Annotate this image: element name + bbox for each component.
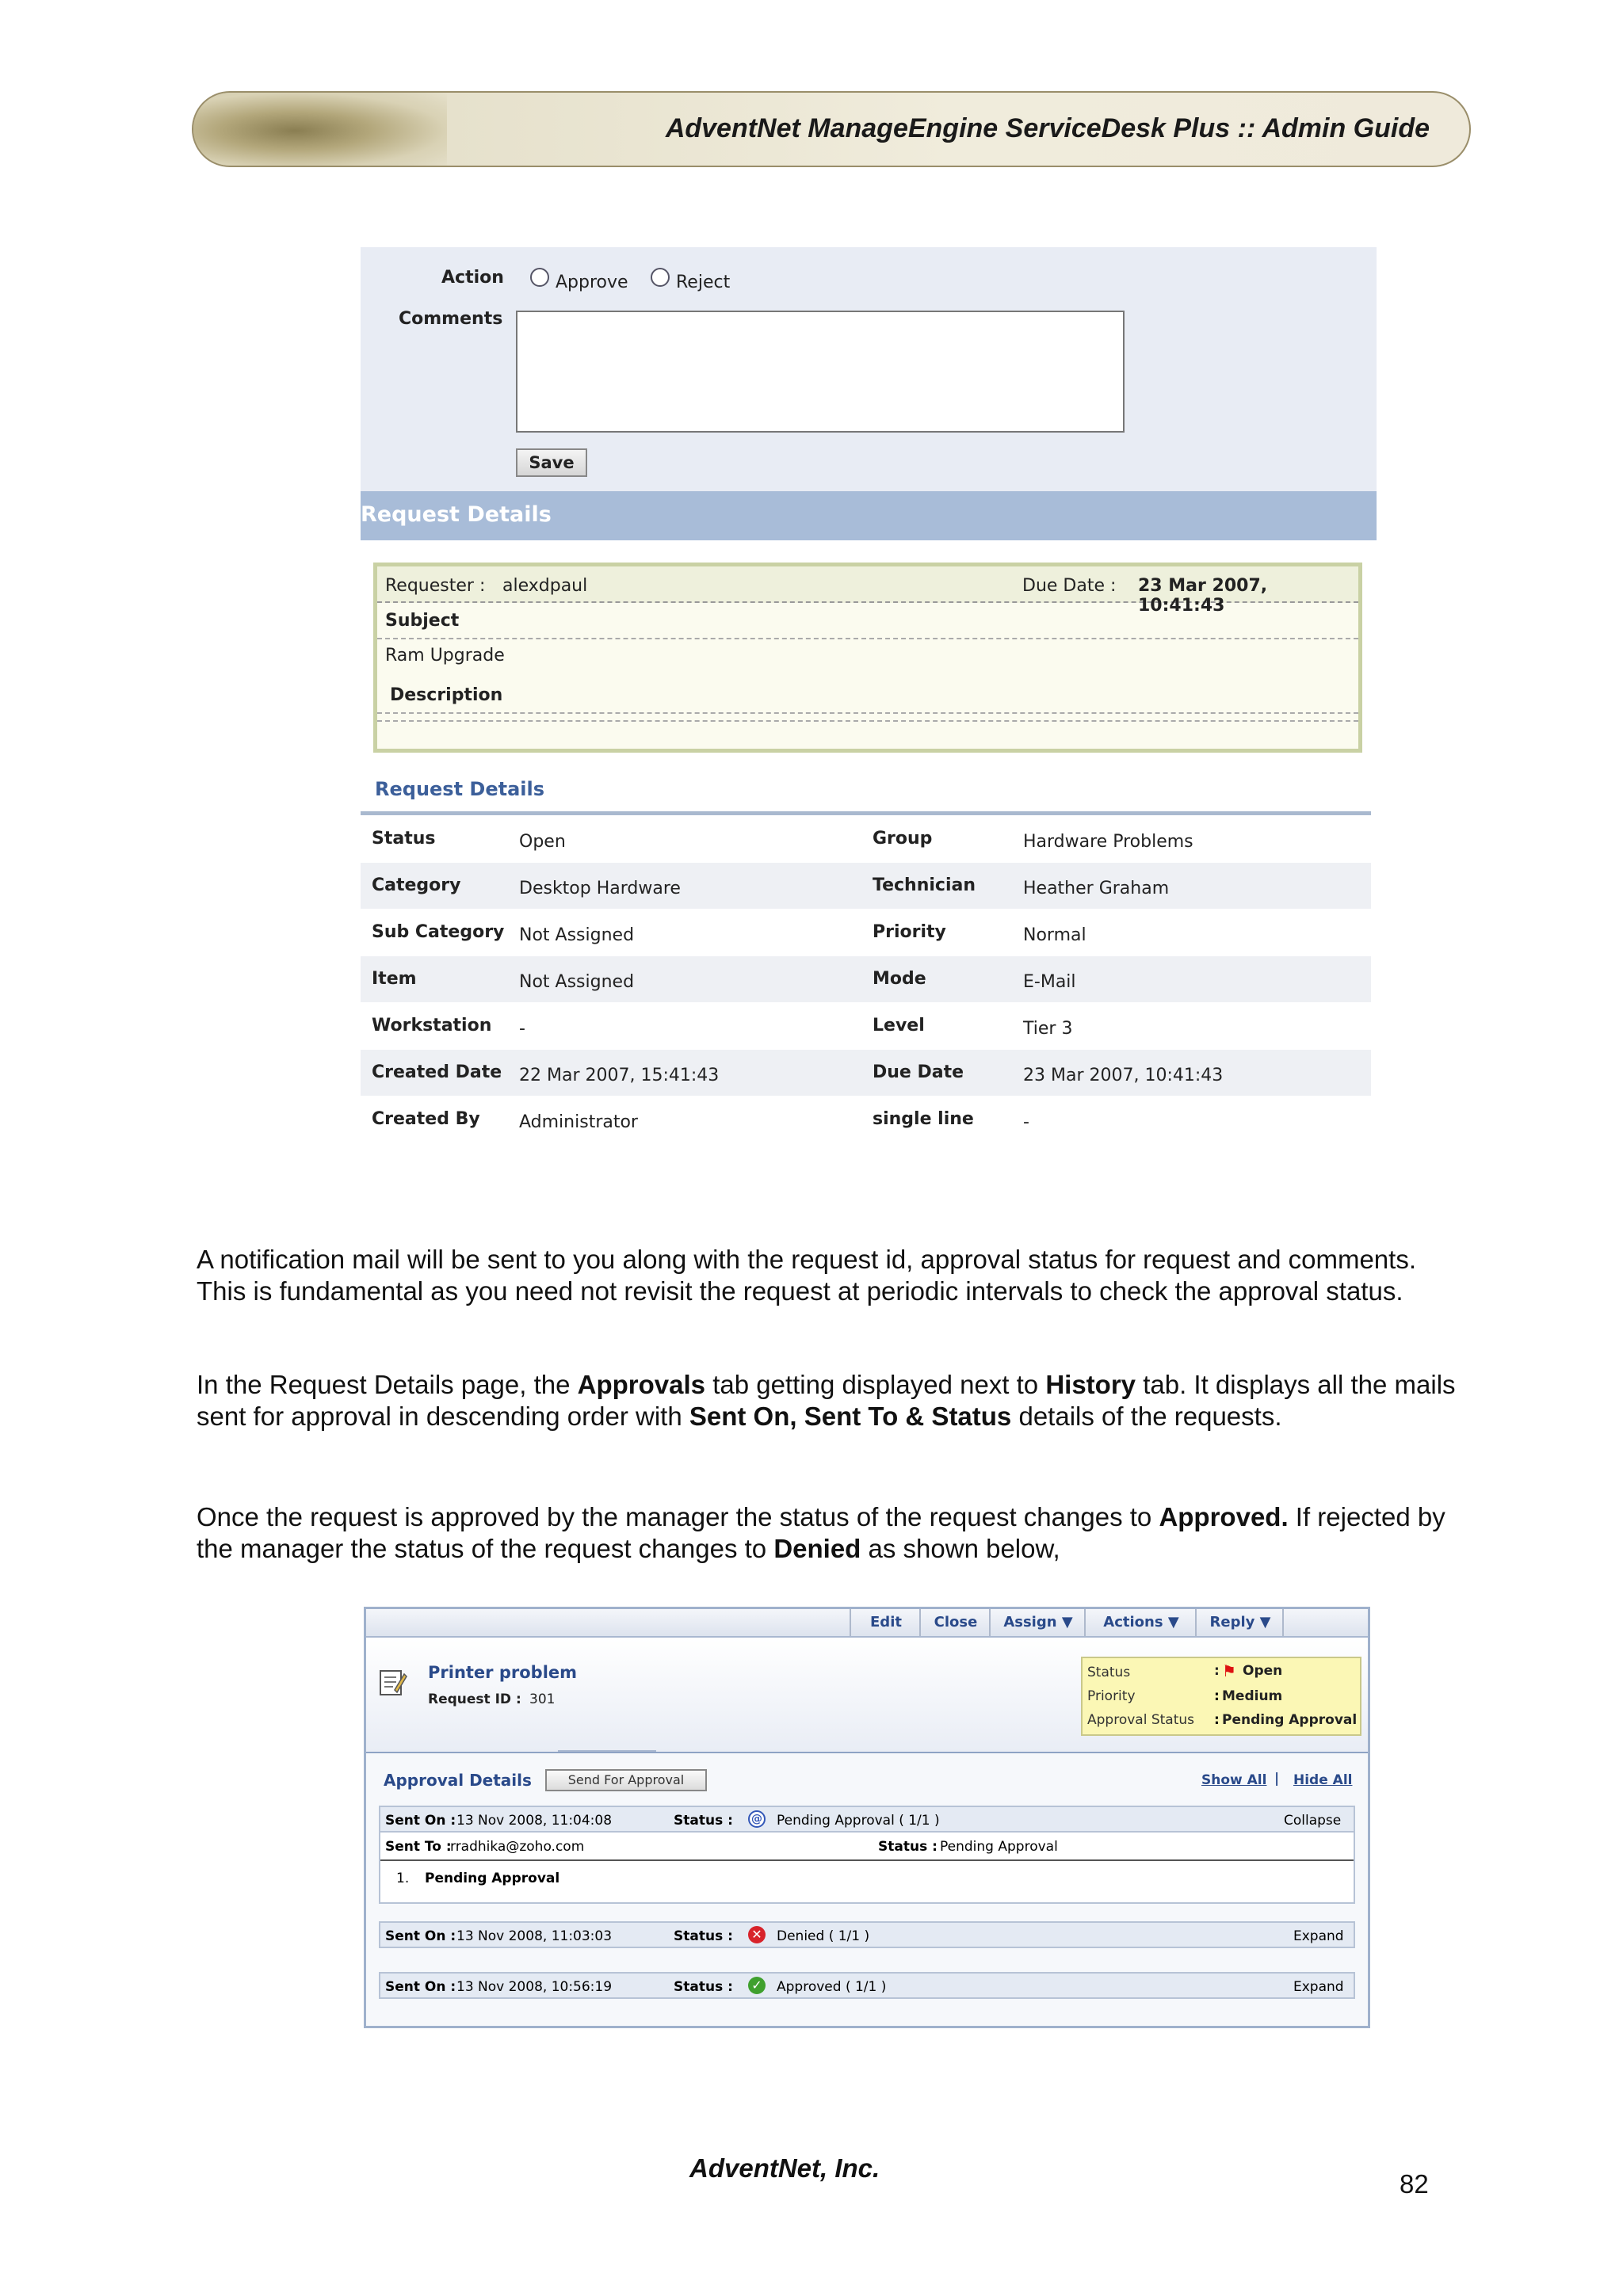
field-value: Tier 3 [1023,1019,1073,1039]
field-label: single line [873,1109,974,1129]
field-label: Priority [873,922,946,942]
chevron-down-icon: ▼ [1167,1614,1179,1630]
pending-icon: @ [748,1810,766,1828]
request-id-label: Request ID : [428,1691,521,1707]
details-row [361,956,1371,1002]
chevron-down-icon: ▼ [1061,1614,1073,1630]
field-value: Not Assigned [519,925,635,945]
field-value: Hardware Problems [1023,832,1193,852]
text-bold: Approvals [577,1370,706,1399]
approve-radio[interactable] [530,268,549,287]
text: Once the request is approved by the manager the status of the request changes to [197,1502,1159,1531]
approval-entry [379,1921,1355,1948]
text-bold: Denied [773,1534,861,1563]
sent-on-label: Sent On : [385,1928,456,1944]
approval-details-title: Approval Details [384,1771,532,1790]
status-value: Approved ( 1/1 ) [777,1979,887,1995]
field-label: Due Date [873,1062,964,1082]
status-label: Status : [674,1979,733,1995]
requester-value: alexdpaul [502,576,588,596]
approval-entry [379,1806,1355,1833]
request-title: Printer problem [428,1663,578,1682]
text: details of the requests. [1011,1402,1282,1431]
paragraph-approvals-tab [197,1369,1465,1432]
field-value: Desktop Hardware [519,879,681,898]
footer-company: AdventNet, Inc. [689,2153,880,2183]
details-row [361,1003,1371,1049]
save-button[interactable]: Save [516,448,587,477]
chevron-down-icon: ▼ [1259,1614,1271,1630]
status-label: Status : [878,1839,938,1855]
field-label: Created By [372,1109,480,1129]
expand-link[interactable]: Expand [1293,1979,1344,1995]
approval-form-screenshot [361,247,1377,1142]
document-title: AdventNet ManageEngine ServiceDesk Plus :: Admin Guide [665,113,1430,143]
request-summary-header [377,566,1358,616]
field-label: Item [372,969,417,989]
request-summary-box [373,563,1362,753]
status-label: Status [1087,1665,1131,1680]
item-text: Pending Approval [425,1871,560,1886]
due-date-value: 23 Mar 2007, 10:41:43 [1138,576,1268,616]
text-bold: Approved. [1159,1502,1289,1531]
status-label: Status : [674,1813,733,1829]
status-value: Pending Approval [940,1839,1058,1855]
approve-label: Approve [556,273,628,292]
details-row [361,910,1371,955]
approval-entry-details [379,1833,1355,1904]
comments-label: Comments [399,309,503,329]
denied-icon: ✕ [748,1926,766,1943]
status-value: Pending Approval ( 1/1 ) [777,1813,940,1829]
subject-value [385,646,505,666]
reply-button[interactable] [1195,1609,1284,1636]
text: as shown below, [861,1534,1060,1563]
approval-status-value: Pending Approval [1222,1712,1358,1728]
item-number: 1. [396,1871,410,1886]
paragraph-notification: A notification mail will be sent to you along with the request id, approval status for request and comments. This is fundamental as you need not revisit the request at periodic intervals to check the approval status. [197,1245,1416,1306]
collapse-link[interactable]: Collapse [1284,1813,1342,1829]
field-label: Status [372,829,436,849]
approved-check-icon: ✓ [748,1977,766,1994]
details-row [361,863,1371,909]
field-value: Administrator [519,1112,638,1132]
banner-image [193,93,447,167]
colon: : [1214,1688,1220,1704]
text: tab getting displayed next to [705,1370,1046,1399]
field-value: E-Mail [1023,972,1076,992]
field-label: Technician [873,875,976,895]
status-panel [1081,1657,1361,1736]
colon: : [1214,1663,1220,1679]
comments-textarea[interactable] [516,311,1125,433]
text-bold: History [1045,1370,1136,1399]
due-date-label: Due Date : [1022,576,1117,596]
sent-on-label: Sent On : [385,1979,456,1995]
priority-label: Priority [1087,1688,1136,1704]
field-value: Not Assigned [519,972,635,992]
hide-all-link[interactable]: Hide All [1293,1772,1353,1788]
field-label: Mode [873,969,926,989]
expand-link[interactable]: Expand [1293,1928,1344,1944]
request-toolbar [366,1609,1368,1638]
text: If rejected by the manager the status of the request changes to [197,1502,1445,1563]
request-details-header [361,491,1377,540]
close-button[interactable]: Close [919,1609,991,1636]
status-value: Open [1243,1663,1283,1679]
sent-on-label: Sent On : [385,1813,456,1829]
field-label: Created Date [372,1062,502,1082]
page-number: 82 [1400,2169,1429,2199]
requester-label: Requester : [385,576,486,596]
approval-details-panel [366,1753,1368,2026]
actions-label: Actions [1103,1614,1163,1630]
field-value: - [1023,1112,1029,1132]
description-row [377,674,1358,714]
field-label: Group [873,829,933,849]
divider [380,1859,1354,1861]
edit-button[interactable]: Edit [850,1609,921,1636]
reject-label: Reject [676,273,731,292]
approvals-tab-screenshot [364,1607,1370,2028]
text-bold: Sent On, Sent To & Status [689,1402,1012,1431]
status-label: Status : [674,1928,733,1944]
paragraph-status-change [197,1501,1465,1565]
subject-row [377,603,1358,639]
field-value: Normal [1023,925,1086,945]
flag-icon: ⚑ [1222,1661,1236,1680]
request-edit-icon [379,1666,407,1698]
header-banner [192,91,1471,167]
field-value: Heather Graham [1023,879,1170,898]
action-label: Action [441,268,504,288]
description-label: Description [390,685,503,705]
reject-radio[interactable] [651,268,670,287]
sent-on-value: 13 Nov 2008, 10:56:19 [456,1979,613,1995]
field-value: - [519,1019,525,1039]
request-id-value: 301 [529,1691,556,1707]
field-label: Category [372,875,461,895]
approval-form [361,247,1377,491]
actions-button[interactable] [1084,1609,1197,1636]
field-label: Sub Category [372,922,505,942]
sent-to-value: rradhika@zoho.com [450,1839,585,1855]
show-all-link[interactable]: Show All [1201,1772,1267,1788]
sent-on-value: 13 Nov 2008, 11:04:08 [456,1813,613,1829]
details-row [361,816,1371,862]
status-value: Denied ( 1/1 ) [777,1928,870,1944]
subject-text: Ram Upgrade [385,646,505,666]
field-value: 23 Mar 2007, 10:41:43 [1023,1066,1224,1085]
approval-status-label: Approval Status [1087,1712,1195,1728]
field-label: Level [873,1016,925,1035]
assign-label: Assign [1003,1614,1057,1630]
text: tab. It displays all the mails sent for approval in descending order with [197,1370,1456,1431]
text: In the Request Details page, the [197,1370,578,1399]
colon: : [1214,1712,1220,1728]
send-for-approval-button[interactable]: Send For Approval [545,1769,707,1791]
reply-label: Reply [1209,1614,1255,1630]
field-value: 22 Mar 2007, 15:41:43 [519,1066,720,1085]
field-value: Open [519,832,566,852]
link-separator: | [1274,1771,1280,1787]
details-row [361,1050,1371,1096]
approval-entry [379,1972,1355,1999]
request-header [366,1638,1368,1752]
sent-to-label: Sent To : [385,1839,452,1855]
sent-on-value: 13 Nov 2008, 11:03:03 [456,1928,613,1944]
request-details-divider [361,811,1371,815]
assign-button[interactable] [989,1609,1086,1636]
request-details-title: Request Details [375,778,545,800]
toolbar-spacer [1282,1609,1369,1636]
description-divider [377,712,1358,722]
request-details-table [361,816,1371,1141]
subject-label: Subject [385,611,460,631]
details-row [361,1097,1371,1142]
field-label: Workstation [372,1016,492,1035]
priority-value: Medium [1222,1688,1283,1704]
request-details-header-title: Request Details [361,502,552,527]
